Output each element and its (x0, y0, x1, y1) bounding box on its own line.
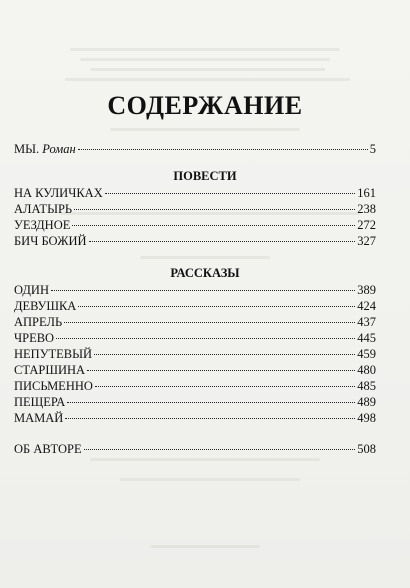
toc-entry (14, 233, 376, 249)
toc-entry-page: 508 (357, 442, 376, 456)
toc-entry (14, 201, 376, 217)
toc-entry-page: 480 (357, 363, 376, 377)
toc-entry (14, 330, 376, 346)
toc-entry-label: ОБ АВТОРЕ (14, 442, 82, 456)
show-through-line (65, 78, 350, 81)
toc-entry-page: 5 (369, 142, 376, 156)
toc-entry-label: АЛАТЫРЬ (14, 202, 73, 216)
toc-entry (14, 362, 376, 378)
toc-entry-label: МЫ. Роман (14, 142, 76, 156)
dot-leader (67, 402, 355, 403)
dot-leader (105, 193, 356, 194)
toc-entry-page: 389 (357, 283, 376, 297)
toc-entry (14, 346, 376, 362)
dot-leader (65, 418, 355, 419)
dot-leader (95, 386, 355, 387)
toc-entry-label: НА КУЛИЧКАХ (14, 186, 103, 200)
toc-entry-page: 327 (357, 234, 376, 248)
dot-leader (89, 241, 356, 242)
toc-entry (14, 185, 376, 201)
toc-entry (14, 378, 376, 394)
dot-leader (51, 290, 355, 291)
section-heading-povesti: ПОВЕСТИ (173, 169, 237, 183)
toc-entry (14, 314, 376, 330)
show-through-line (70, 48, 340, 51)
dot-leader (87, 370, 355, 371)
toc-entry-page: 161 (357, 186, 376, 200)
dot-leader (64, 322, 355, 323)
dot-leader (78, 149, 368, 150)
show-through-line (120, 478, 300, 481)
toc-entry-page: 424 (357, 299, 376, 313)
toc-entry-label: ОДИН (14, 283, 49, 297)
toc-entry-label: СТАРШИНА (14, 363, 86, 377)
toc-entry-label: БИЧ БОЖИЙ (14, 234, 87, 248)
toc-entry-page: 489 (357, 395, 376, 409)
toc-entry-label: МАМАЙ (14, 411, 64, 425)
dot-leader (56, 338, 355, 339)
toc-entry (14, 410, 376, 426)
toc-entry-label: ДЕВУШКА (14, 299, 77, 313)
show-through-line (110, 128, 300, 131)
toc-entry-page: 459 (357, 347, 376, 361)
dot-leader (94, 354, 355, 355)
toc-entry (14, 217, 376, 233)
toc-entry-page: 485 (357, 379, 376, 393)
show-through-line (90, 458, 320, 461)
show-through-line (140, 256, 270, 259)
toc-entry (14, 298, 376, 314)
toc-entry-label: НЕПУТЕВЫЙ (14, 347, 93, 361)
section-heading-rasskazy: РАССКАЗЫ (170, 266, 240, 280)
toc-entry (14, 394, 376, 410)
dot-leader (72, 225, 355, 226)
toc-entry-page: 498 (357, 411, 376, 425)
show-through-line (150, 545, 260, 548)
toc-entry-label: АПРЕЛЬ (14, 315, 63, 329)
dot-leader (74, 209, 355, 210)
toc-entry-about-author (14, 441, 376, 457)
toc-entry-page: 437 (357, 315, 376, 329)
toc-entry-page: 272 (357, 218, 376, 232)
page-title: СОДЕРЖАНИЕ (107, 91, 303, 120)
toc-entry-label: ПЕЩЕРА (14, 395, 66, 409)
show-through-line (80, 58, 330, 61)
toc-entry (14, 282, 376, 298)
show-through-line (90, 68, 325, 71)
dot-leader (78, 306, 355, 307)
toc-entry-page: 445 (357, 331, 376, 345)
toc-entry-page: 238 (357, 202, 376, 216)
dot-leader (84, 449, 356, 450)
toc-entry-label: УЕЗДНОЕ (14, 218, 71, 232)
toc-entry-my (14, 141, 376, 157)
toc-entry-label: ЧРЕВО (14, 331, 55, 345)
toc-entry-label: ПИСЬМЕННО (14, 379, 93, 393)
